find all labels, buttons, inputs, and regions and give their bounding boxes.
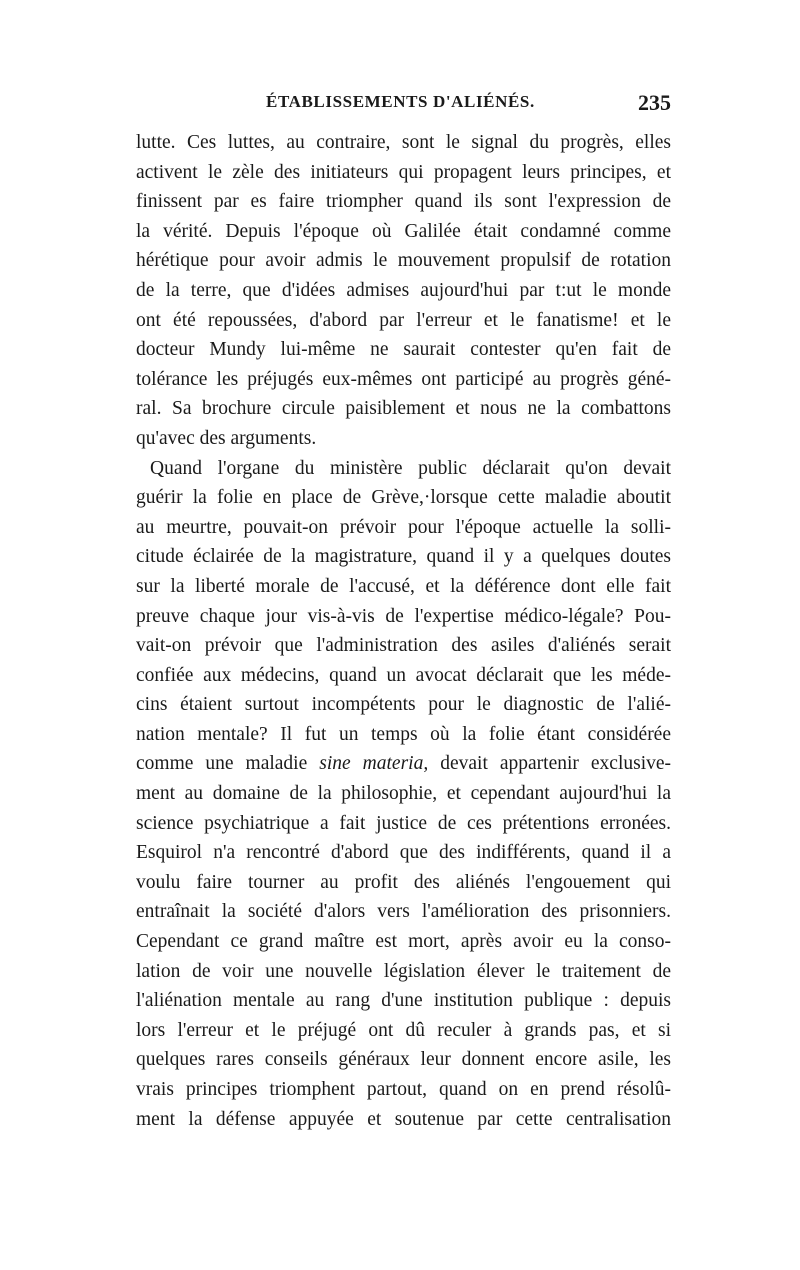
text-line: Cependant ce grand maître est mort, après avoir eu la conso- (136, 931, 671, 953)
text-line: de la terre, que d'idées admises aujourd'hui par t:ut le monde (136, 279, 671, 301)
text-line: cins étaient surtout incompétents pour le diagnostic de l'alié- (136, 694, 671, 716)
text-line: Esquirol n'a rencontré d'abord que des indifférents, quand il a (136, 842, 671, 864)
text-line: nation mentale? Il fut un temps où la folie étant considérée (136, 723, 671, 745)
text-line: ment la défense appuyée et soutenue par cette centralisation (136, 1108, 671, 1130)
text-line: guérir la folie en place de Grève,·lorsque cette maladie aboutit (136, 487, 671, 509)
text-line: l'aliénation mentale au rang d'une institution publique : depuis (136, 990, 671, 1012)
text-line: hérétique pour avoir admis le mouvement propulsif de rotation (136, 250, 671, 272)
text-line: lutte. Ces luttes, au contraire, sont le signal du progrès, elles (136, 132, 671, 153)
text-line: activent le zèle des initiateurs qui propagent leurs principes, et (136, 161, 671, 183)
text-line: voulu faire tourner au profit des aliénés l'engouement qui (136, 871, 671, 893)
running-title: ÉTABLISSEMENTS D'ALIÉNÉS. (266, 92, 535, 111)
text-line: preuve chaque jour vis-à-vis de l'expertise médico-légale? Pou- (136, 605, 671, 627)
text-line: ral. Sa brochure circule paisiblement et nous ne la combattons (136, 398, 671, 420)
text-line: lation de voir une nouvelle législation élever le traitement de (136, 960, 671, 982)
paragraph-end-line: qu'avec des arguments. (136, 427, 317, 449)
text-line: tolérance les préjugés eux-mêmes ont participé au progrès géné- (136, 368, 671, 390)
body-text (136, 128, 671, 1134)
text-line: vrais principes triomphent partout, quand on en prend résolû- (136, 1079, 671, 1100)
text-line: ont été repoussées, d'abord par l'erreur et le fanatisme! et le (136, 309, 671, 331)
text-line: docteur Mundy lui-même ne saurait contester qu'en fait de (136, 339, 671, 361)
text-line: quelques rares conseils généraux leur donnent encore asile, les (136, 1049, 671, 1071)
text-line: vait-on prévoir que l'administration des asiles d'aliénés serait (136, 635, 671, 657)
italic-phrase: sine materia, (319, 753, 429, 775)
text-line: entraînait la société d'alors vers l'amélioration des prisonniers. (136, 901, 671, 923)
text-line: science psychiatrique a fait justice de ces prétentions erronées. (136, 812, 671, 834)
paragraph-start-line: Quand l'organe du ministère public déclarait qu'on devait (150, 457, 671, 479)
text-line: citude éclairée de la magistrature, quand il y a quelques doutes (136, 546, 671, 568)
text-line: finissent par es faire triompher quand ils sont l'expression de (136, 191, 671, 213)
text-line: confiée aux médecins, quand un avocat déclarait que les méde- (136, 664, 671, 686)
text-line-with-italic (136, 749, 671, 779)
text-line: la vérité. Depuis l'époque où Galilée était condamné comme (136, 220, 671, 242)
text-line: lors l'erreur et le préjugé ont dû reculer à grands pas, et si (136, 1019, 671, 1041)
text-line: sur la liberté morale de l'accusé, et la déférence dont elle fait (136, 575, 671, 597)
running-head (136, 92, 671, 116)
text-line: au meurtre, pouvait-on prévoir pour l'époque actuelle la solli- (136, 516, 671, 538)
text-segment: devait appartenir exclusive- (440, 753, 671, 775)
page-number: 235 (638, 90, 671, 115)
text-segment: comme une maladie (136, 753, 308, 775)
text-line: ment au domaine de la philosophie, et cependant aujourd'hui la (136, 783, 671, 805)
